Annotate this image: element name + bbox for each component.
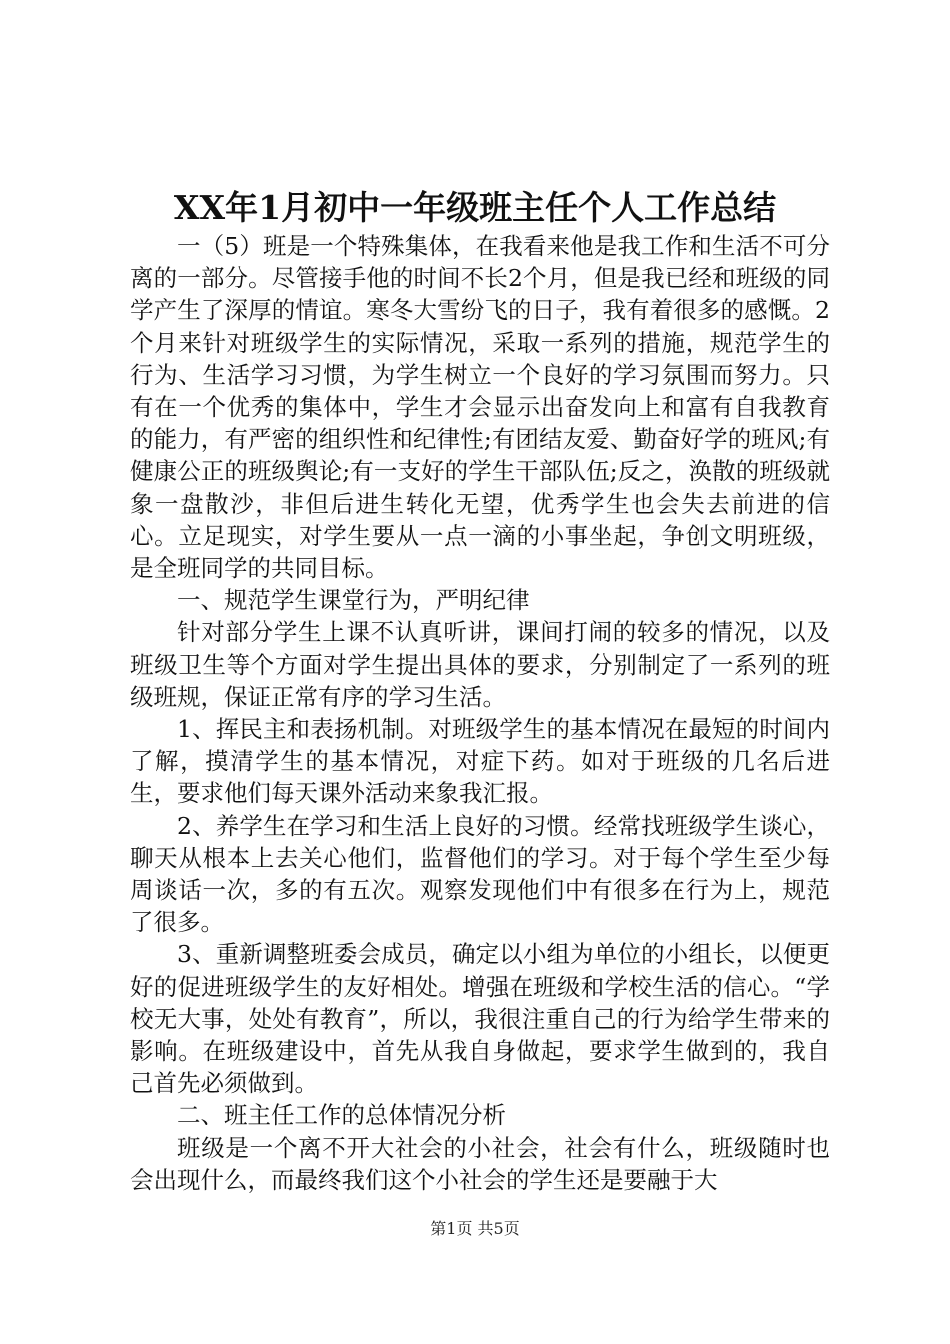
section-1-paragraph: 针对部分学生上课不认真听讲，课间打闹的较多的情况，以及班级卫生等个方面对学生提出具体的要求，分别制定了一系列的班级班规，保证正常有序的学习生活。 [130,618,830,711]
item-3-paragraph: 3、重新调整班委会成员，确定以小组为单位的小组长，以便更好的促进班级学生的友好相处。增强在班级和学校生活的信心。“学校无大事，处处有教育”，所以，我很注重自己的行为给学生带来的影响。在班级建设中，首先从我自身做起，要求学生做到的，我自己首先必须做到。 [130,940,830,1098]
page-footer: 第1页 共5页 [430,1219,520,1238]
document-title: XX年1月初中一年级班主任个人工作总结 [173,188,777,227]
document-body [130,230,830,1196]
section-heading-2: 二、班主任工作的总体情况分析 [177,1101,506,1130]
section-heading-1: 一、规范学生课堂行为，严明纪律 [177,586,530,615]
item-1-paragraph: 1、挥民主和表扬机制。对班级学生的基本情况在最短的时间内了解，摸清学生的基本情况，对症下药。如对于班级的几名后进生，要求他们每天课外活动来象我汇报。 [130,715,830,808]
intro-paragraph: 一（5）班是一个特殊集体，在我看来他是我工作和生活不可分离的一部分。尽管接手他的时间不长2个月，但是我已经和班级的同学产生了深厚的情谊。寒冬大雪纷飞的日子，我有着很多的感慨。2个月来针对班级学生的实际情况，采取一系列的措施，规范学生的行为、生活学习习惯，为学生树立一个良好的学习氛围而努力。只有在一个优秀的集体中，学生才会显示出奋发向上和富有自我教育的能力，有严密的组织性和纪律性;有团结友爱、勤奋好学的班风;有健康公正的班级舆论;有一支好的学生干部队伍;反之，涣散的班级就象一盘散沙，非但后进生转化无望，优秀学生也会失去前进的信心。立足现实，对学生要从一点一滴的小事坐起，争创文明班级，是全班同学的共同目标。 [130,232,830,583]
section-2-paragraph: 班级是一个离不开大社会的小社会，社会有什么，班级随时也会出现什么，而最终我们这个小社会的学生还是要融于大 [130,1133,830,1194]
item-2-paragraph: 2、养学生在学习和生活上良好的习惯。经常找班级学生谈心，聊天从根本上去关心他们，监督他们的学习。对于每个学生至少每周谈话一次，多的有五次。观察发现他们中有很多在行为上，规范了很多。 [130,811,830,937]
